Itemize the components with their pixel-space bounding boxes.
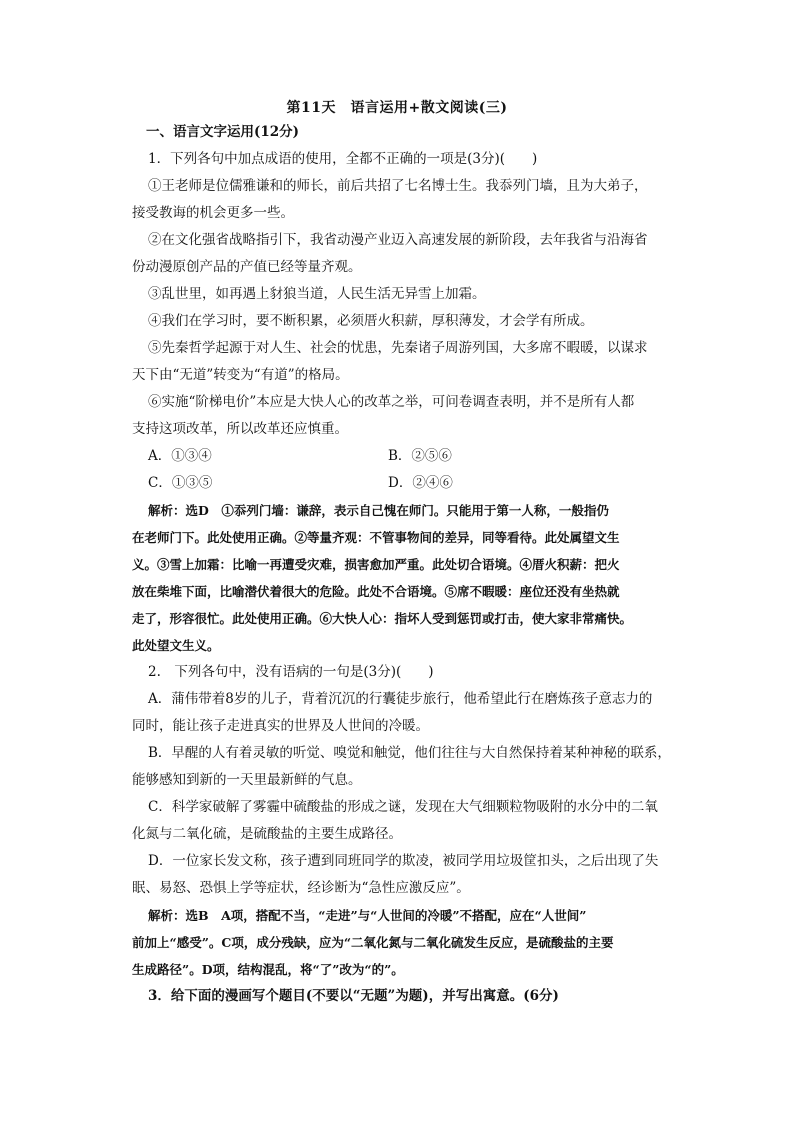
option-a: A．①③④ xyxy=(148,448,212,464)
analysis-line: 在老师门下。此处使用正确。②等量齐观：不管事物间的差异，同等看待。此处属望文生 xyxy=(132,530,620,545)
question-2-option xyxy=(132,848,674,902)
analysis-line: 义。③雪上加霜：比喻一再遭受灾难，损害愈加严重。此处切合语境。④厝火积薪：把火 xyxy=(132,557,620,572)
question-1-item xyxy=(132,227,674,281)
item-line: 支持这项改革，所以改革还应慎重。 xyxy=(132,421,348,437)
question-2-analysis xyxy=(132,902,674,983)
analysis-line: 放在柴堆下面，比喻潜伏着很大的危险。此处不合语境。⑤席不暇暖：座位还没有坐热就 xyxy=(132,584,620,599)
analysis-line: 前加上“感受”。C项，成分残缺，应为“二氧化氮与二氧化硫发生反应，是硫酸盐的主要 xyxy=(132,935,614,950)
question-2-option xyxy=(132,686,674,740)
question-1-stem: 1．下列各句中加点成语的使用，全都不正确的一项是(3分)( ) xyxy=(148,151,538,167)
option-line: D．一位家长发文称，孩子遭到同班同学的欺凌，被同学用垃圾筐扣头，之后出现了失 xyxy=(148,853,659,869)
item-line: ③乱世里，如再遇上豺狼当道，人民生活无异雪上加霜。 xyxy=(148,286,486,302)
item-line: ⑤先秦哲学起源于对人生、社会的忧患，先秦诸子周游列国，大多席不暇暖，以谋求 xyxy=(148,340,648,356)
item-line: 接受教诲的机会更多一些。 xyxy=(132,205,294,221)
analysis-line: 走了，形容很忙。此处使用正确。⑥大快人心：指坏人受到惩罚或打击，使大家非常痛快。 xyxy=(132,611,633,626)
item-line: ①王老师是位儒雅谦和的师长，前后共招了七名博士生。我忝列门墙，且为大弟子， xyxy=(148,178,648,194)
option-line: 同时，能让孩子走进真实的世界及人世间的冷暖。 xyxy=(132,718,429,734)
analysis-line: 解析：选D ①忝列门墙：谦辞，表示自己愧在师门。只能用于第一人称，一般指仍 xyxy=(148,503,609,518)
item-line: 份动漫原创产品的产值已经等量齐观。 xyxy=(132,259,362,275)
question-2-option xyxy=(132,740,674,794)
question-1-item xyxy=(132,335,674,389)
question-3-stem: 3．给下面的漫画写个题目(不要以“无题”为题)，并写出寓意。(6分) xyxy=(148,988,559,1004)
item-line: ②在文化强省战略指引下，我省动漫产业迈入高速发展的新阶段，去年我省与沿海省 xyxy=(148,232,648,248)
option-b: B．②⑤⑥ xyxy=(388,448,452,464)
question-1-analysis xyxy=(132,497,674,659)
analysis-line: 解析：选B A项，搭配不当，“走进”与“人世间的冷暖”不搭配，应在“人世间” xyxy=(148,908,587,923)
question-1-item xyxy=(132,389,674,443)
option-d: D．②④⑥ xyxy=(388,475,453,491)
options-row xyxy=(146,470,674,497)
question-1-item xyxy=(146,308,674,335)
analysis-line: 生成路径”。D项，结构混乱，将“了”改为“的”。 xyxy=(132,962,404,977)
item-line: ④我们在学习时，要不断积累，必须厝火积薪，厚积薄发，才会学有所成。 xyxy=(148,313,594,329)
question-1-item xyxy=(146,281,674,308)
option-line: 化氮与二氧化硫，是硫酸盐的主要生成路径。 xyxy=(132,826,402,842)
options-row xyxy=(146,443,674,470)
question-1-item xyxy=(132,173,674,227)
item-line: ⑥实施“阶梯电价”本应是大快人心的改革之举，可问卷调查表明，并不是所有人都 xyxy=(148,394,635,410)
question-2-stem: 2. 下列各句中，没有语病的一句是(3分)( ) xyxy=(148,664,434,680)
item-line: 天下由“无道”转变为“有道”的格局。 xyxy=(132,367,349,383)
option-line: C．科学家破解了雾霾中硫酸盐的形成之谜，发现在大气细颗粒物吸附的水分中的二氧 xyxy=(148,799,658,815)
option-line: 眠、易怒、恐惧上学等症状，经诊断为“急性应激反应”。 xyxy=(132,880,470,896)
section-heading: 一、语言文字运用(12分) xyxy=(146,124,300,140)
option-line: 能够感知到新的一天里最新鲜的气息。 xyxy=(132,772,362,788)
option-c: C．①③⑤ xyxy=(148,475,213,491)
option-line: A．蒲伟带着8岁的儿子，背着沉沉的行囊徒步旅行，他希望此行在磨炼孩子意志力的 xyxy=(148,691,653,707)
question-2-option xyxy=(132,794,674,848)
content-block xyxy=(132,119,674,1010)
option-line: B．早醒的人有着灵敏的听觉、嗅觉和触觉，他们往往与大自然保持着某种神秘的联系， xyxy=(148,745,671,761)
page-title: 第11天 语言运用+散文阅读(三) xyxy=(286,100,508,116)
analysis-line: 此处望文生义。 xyxy=(132,638,220,653)
